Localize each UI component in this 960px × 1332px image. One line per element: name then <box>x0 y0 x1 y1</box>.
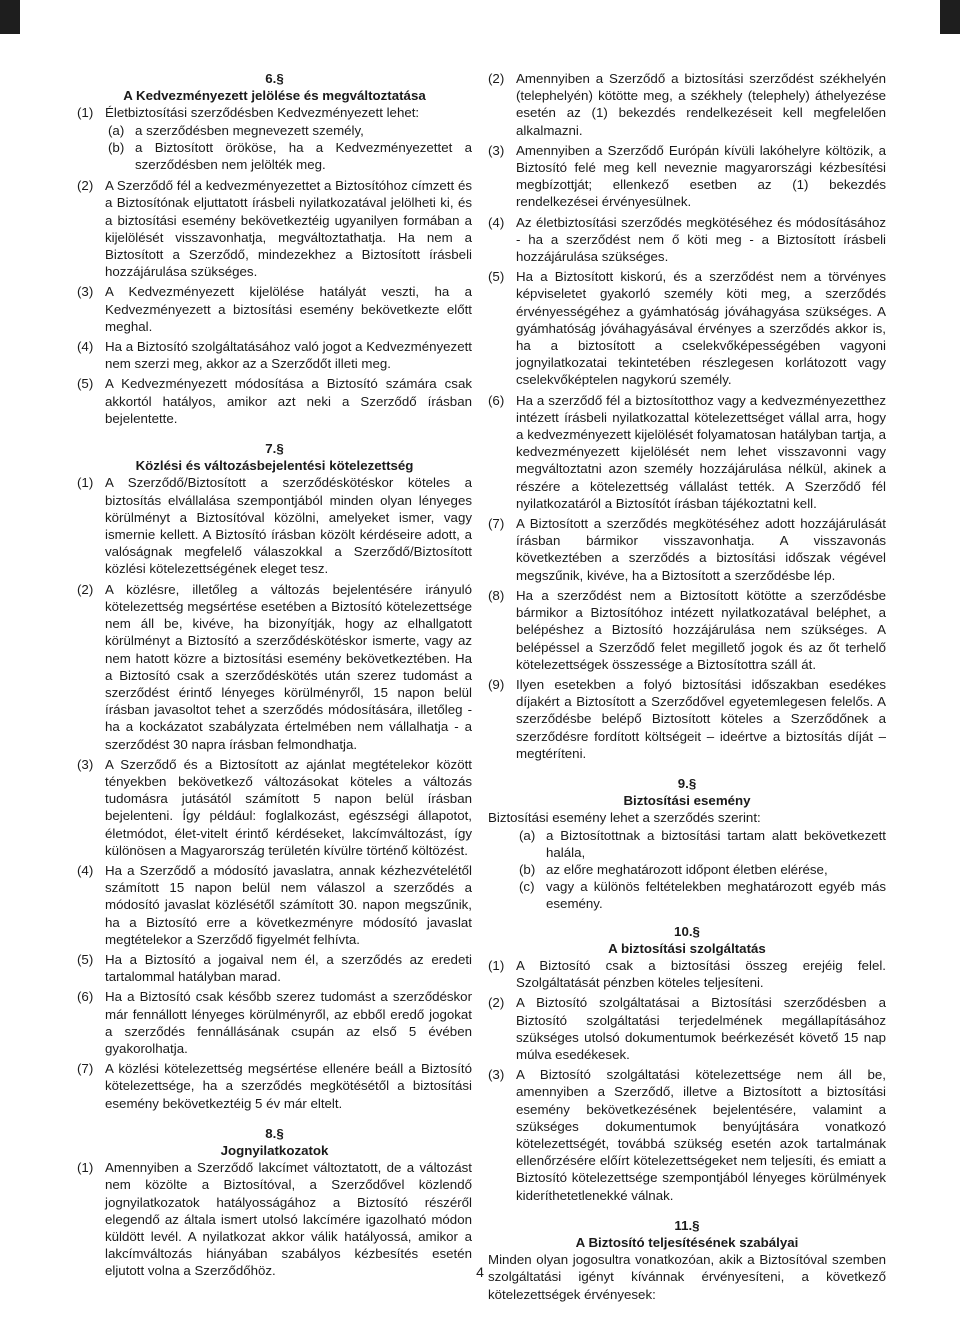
paragraph-number: (2) <box>488 71 505 86</box>
registration-mark-right <box>940 0 960 34</box>
paragraph-text: Életbiztosítási szerződésben Kedvezményezett lehet: <box>105 105 420 121</box>
paragraph-number: (1) <box>488 957 505 973</box>
paragraph-text: A Szerződő/Biztosított a szerződéskötéskor köteles a biztosítás elvállalása szempontjából minden olyan lényeges körülményt a Biztosítóval közölni, amelyeket ismer, vagy ismernie kellett. A Biztosító írásban közölt kérdéseire adott, a valóságnak megfelelő válaszokkal a Szerződő/Biztosított közlési kötelezettségének eleget tesz. <box>105 475 472 577</box>
section-8-title: Jognyilatkozatok <box>220 1142 329 1158</box>
paragraph <box>488 214 886 266</box>
paragraph <box>77 581 472 753</box>
item-label: (a) <box>519 827 536 843</box>
list-item <box>488 827 886 861</box>
section-6-title: A Kedvezményezett jelölése és megváltoztatása <box>123 88 426 104</box>
paragraph-text: A Kedvezményezett kijelölése hatályát veszti, ha a Kedvezményezett a biztosítási esemény bekövetkezte előtt meghal. <box>105 284 472 334</box>
paragraph-text: Ha a Biztosított kiskorú, és a szerződést nem a törvényes képviseletet gyakorló személy köti meg, a szerződés érvényességéhez a gyámhatóság jóváhagyása szükséges. A gyámhatóság jóváhagyásával érvényes a szerződés akkor is, ha a biztosított a cselekvőképességében vagyoni jognyilatkozatai tekintetében részlegesen korlátozott vagy cselekvőképtelen nagykorú személy. <box>516 269 886 388</box>
section-8-number: 8.§ <box>265 1125 284 1141</box>
paragraph-text: Ha a szerződő fél a biztosítotthoz vagy a kedvezményezetthez intézett írásbeli nyilatkozattal kötelezettséget vállal arra, hogy a kedvezményezett kijelölését folyamatosan hatályban tartja, a kedvezményezett kijelölését nem lehet visszavonni vagy megváltoztatni azon személy hozzájárulása nélkül, akinek a részére a kötelezettség vállalást tették. A Szerződő fél nyilatkozatáról a Biztosítót írásban tájékoztatni kell. <box>516 392 886 511</box>
paragraph-number: (1) <box>77 105 94 121</box>
paragraph-number: (2) <box>77 581 94 597</box>
paragraph-number: (5) <box>488 269 505 285</box>
section-9-title: Biztosítási esemény <box>623 793 751 809</box>
section-10-number: 10.§ <box>674 923 700 939</box>
section-9-number: 9.§ <box>677 775 697 791</box>
paragraph <box>77 1060 472 1112</box>
paragraph-text: Ha a Szerződő a módosító javaslatra, annak kézhezvételétől számított 15 napon belül nem válaszol a szerződés a módosító javaslat közlésétől számított 30. napon megszűnik, ha a Biztosító erre a következményre módosító javaslat megtételekor a Szerződő figyelmét felhívta. <box>105 862 472 947</box>
right-column <box>488 70 886 1303</box>
paragraph <box>488 515 886 584</box>
paragraph <box>77 862 472 948</box>
paragraph-number: (1) <box>77 1160 94 1176</box>
paragraph-number: (6) <box>77 989 94 1005</box>
section-7-number: 7.§ <box>265 441 284 457</box>
paragraph <box>77 104 472 121</box>
page-number: 4 <box>476 1264 484 1280</box>
item-text: a Biztosított örököse, ha a Kedvezményezettet a szerződésben nem jelölték meg. <box>135 139 472 173</box>
paragraph-text: A Szerződő fél a kedvezményezettet a Biztosítóhoz címzett és a Biztosítónak eljuttatott írásbeli nyilatkozatával jelölheti ki, és a biztosítási esemény bekövetkeztéig ugyanilyen formában a kijelölését visszavonhatja, megváltoztathatja. Ha nem a Biztosított a Szerződő, mindezekhez a Biztosított írásbeli hozzájárulása szükséges. <box>105 178 472 280</box>
section-11-intro: Minden olyan jogosultra vonatkozóan, akik a Biztosítóval szemben szolgáltatási igényt kívánnak érvényesíteni, a következő kötelezettségek érvényesek: <box>488 1252 886 1302</box>
paragraph-number: (1) <box>77 475 94 491</box>
paragraph <box>488 142 886 211</box>
paragraph-number: (2) <box>488 995 505 1011</box>
paragraph-number: (5) <box>77 376 94 392</box>
paragraph-number: (6) <box>488 392 505 408</box>
paragraph-text: Ilyen esetekben a folyó biztosítási időszakban esedékes díjakért a Biztosított a Szerződővel egyetemlegesen felelős. A szerződésbe belépő Biztosított köteles a Szerződőnek a szerződésre fordított költségeit – ideértve a biztosítás díját – megtéríteni. <box>516 676 886 761</box>
list-item <box>488 861 886 878</box>
paragraph-text: Ha a szerződést nem a Biztosított kötötte a szerződésbe bármikor a Biztosítóhoz intézett nyilatkozatával beléphet, a belépéshez a Biztosító hozzájárulása nem szükséges. A belépéssel a Szerződő felet megillető jogok és az őt terhelő kötelezettségek összessége a Biztosítottra száll át. <box>516 587 886 672</box>
paragraph-text: Amennyiben a Szerződő lakcímet változtatott, de a változást nem közölte a Biztosítóval, a Szerződővel közlendő jognyilatkozatok hatályosságához a Biztosító részéről elegendő az általa ismert utolsó lakcímére igazolható módon küldött levél. A nyilatkozat akkor válik hatályossá, amikor a lakcímváltozás hiányában szabályos kézbesítés esetén eljutott volna a Szerződőhöz. <box>105 1160 472 1279</box>
paragraph <box>77 177 472 280</box>
paragraph <box>488 1066 886 1204</box>
paragraph-number: (3) <box>488 1067 505 1083</box>
section-11-number: 11.§ <box>674 1217 700 1233</box>
paragraph-text: A Kedvezményezett módosítása a Biztosító számára csak akkortól hatályos, amikor azt neki a Szerződő írásban bejelentette. <box>105 376 472 426</box>
paragraph <box>77 951 472 985</box>
paragraph-number: (8) <box>488 587 505 603</box>
registration-mark-left <box>0 0 20 34</box>
list-item <box>77 139 472 173</box>
paragraph-number: (2) <box>77 178 94 194</box>
paragraph <box>488 957 886 991</box>
paragraph <box>488 994 886 1063</box>
paragraph <box>488 587 886 673</box>
paragraph-text: Ha a Biztosító szolgáltatásához való jogot a Kedvezményezett nem szerzi meg, akkor az a Szerződőt illeti meg. <box>105 339 472 372</box>
section-6-number: 6.§ <box>265 71 284 86</box>
paragraph-text: Az életbiztosítási szerződés megkötéséhez és módosításához - ha a szerződést nem ő köti meg - a Biztosított írásbeli hozzájárulása szükséges. <box>516 214 886 265</box>
paragraph-text: Ha a Biztosító a jogaival nem él, a szerződés az eredeti tartalommal hatályban marad. <box>105 951 472 985</box>
paragraph-number: (9) <box>488 676 505 692</box>
section-10-title: A biztosítási szolgáltatás <box>608 940 766 956</box>
list-item <box>77 122 472 139</box>
paragraph <box>488 70 886 139</box>
item-label: (c) <box>519 879 535 895</box>
paragraph-text: A Biztosító csak a biztosítási összeg erejéig felel. Szolgáltatását pénzben köteles teljesíteni. <box>516 957 886 991</box>
item-label: (b) <box>519 861 536 877</box>
paragraph <box>77 988 472 1057</box>
paragraph <box>488 392 886 512</box>
paragraph-text: A Biztosító szolgáltatásai a Biztosítási szerződésben a Biztosító szolgáltatási terjedelmének megállapításához szükséges utolsó dokumentumok beérkezését követő 15 nap múlva esedékesek. <box>516 995 886 1062</box>
paragraph-text: Amennyiben a Szerződő Európán kívüli lakóhelyre költözik, a Biztosító felé meg kell neveznie magyarországi kézbesítési megbízottját; ellenkező esetben az (1) bekezdés rendelkezései érvényesülnek. <box>516 142 886 210</box>
paragraph-number: (7) <box>77 1061 94 1077</box>
item-label: (b) <box>108 139 125 155</box>
paragraph <box>77 375 472 427</box>
item-text: a szerződésben megnevezett személy, <box>135 122 364 138</box>
paragraph-number: (3) <box>77 756 94 772</box>
paragraph-number: (3) <box>77 284 94 300</box>
paragraph <box>77 1159 472 1279</box>
paragraph-text: A közlési kötelezettség megsértése ellenére beáll a Biztosító kötelezettsége, ha a szerződés megkötésétől a biztosítási esemény bekövetkeztéig 5 év már eltelt. <box>105 1061 472 1111</box>
paragraph <box>488 268 886 388</box>
item-label: (a) <box>108 122 125 138</box>
paragraph <box>77 756 472 859</box>
item-text: a Biztosítottnak a biztosítási tartam alatt bekövetkezett halála, <box>546 827 886 860</box>
section-7-title: Közlési és változásbejelentési kötelezettség <box>135 458 414 474</box>
paragraph-number: (5) <box>77 951 94 967</box>
item-text: vagy a különös feltételekben meghatározott egyéb más esemény. <box>546 879 886 912</box>
paragraph-text: A Szerződő és a Biztosított az ajánlat megtételekor között tényekben bekövetkező változásokat köteles a változás tudomásra jutásától számított 5 napon belül írásban bejelenteni. Így például: foglalkozást, egészségi állapotot, életmódot, élet-vitelt érintő kérdéseket, lakcímváltozást, így különösen a Magyarország területén kívülre történő költözést. <box>105 756 472 858</box>
paragraph-text: Ha a Biztosító csak később szerez tudomást a szerződéskor már fennállott lényeges körülményről, az ebből eredő jogokat a szerződés fennállásának csupán az első 5 évében gyakorolhatja. <box>105 989 472 1056</box>
paragraph-text: Amennyiben a Szerződő a biztosítási szerződést székhelyén (telephelyén) kötötte meg, a székhely (telephely) áthelyezése esetén az (1) bekezdés rendelkezéseit kell megfelelően alkalmazni. <box>516 71 886 138</box>
paragraph <box>77 338 472 372</box>
left-column <box>77 70 472 1283</box>
section-9-intro: Biztosítási esemény lehet a szerződés szerint: <box>488 810 761 826</box>
paragraph-number: (3) <box>488 142 505 158</box>
paragraph-number: (4) <box>77 339 94 355</box>
paragraph-number: (4) <box>77 862 94 878</box>
item-text: az előre meghatározott időpont életben elérése, <box>546 861 828 877</box>
paragraph-text: A közlésre, illetőleg a változás bejelentésére irányuló kötelezettség megsértése esetében a Biztosító kötelezettsége nem áll be, kivéve, ha bizonyítják, hogy az elhallgatott körülményt a Biztosító a szerződéskötéskor ismerte, vagy az nem hatott közre a biztosítási esemény bekövetkeztében. Ha a Biztosító csak a szerződéskötés után szerez tudomást a szerződést érintő lényeges körülményről, 15 napon belül írásban javasoltot tehet a szerződés módosítására, illetőleg - ha a kockázatot szabályzata értelmében nem vállalhatja - a szerződést 30 napra írásban felmondhatja. <box>105 581 472 752</box>
paragraph-text: A Biztosító szolgáltatási kötelezettsége nem áll be, amennyiben a Szerződő, illetve a Biztosított a biztosítási esemény bekövetkezésének bejelentésére, valamint a szükséges dokumentumok benyújtására vonatkozó kötelezettségét, továbbá szükség esetén azok tartalmának ellenőrzésére előírt kötelezettségeket nem teljesíti, és emiatt a Biztosító kötelezettsége szempontjából lényeges körülmények kideríthetetlenekké válnak. <box>516 1067 886 1203</box>
paragraph <box>488 676 886 762</box>
paragraph-number: (7) <box>488 516 505 532</box>
list-item <box>488 878 886 912</box>
section-11-title: A Biztosító teljesítésének szabályai <box>575 1235 799 1250</box>
paragraph <box>77 283 472 335</box>
paragraph-text: A Biztosított a szerződés megkötéséhez adott hozzájárulását írásban bármikor visszavonhatja. A visszavonás következtében a szerződés a biztosítási időszak végével megszűnik, kivéve, ha a Biztosított a szerződésbe lép. <box>516 516 886 583</box>
paragraph <box>77 474 472 577</box>
paragraph-number: (4) <box>488 214 505 230</box>
